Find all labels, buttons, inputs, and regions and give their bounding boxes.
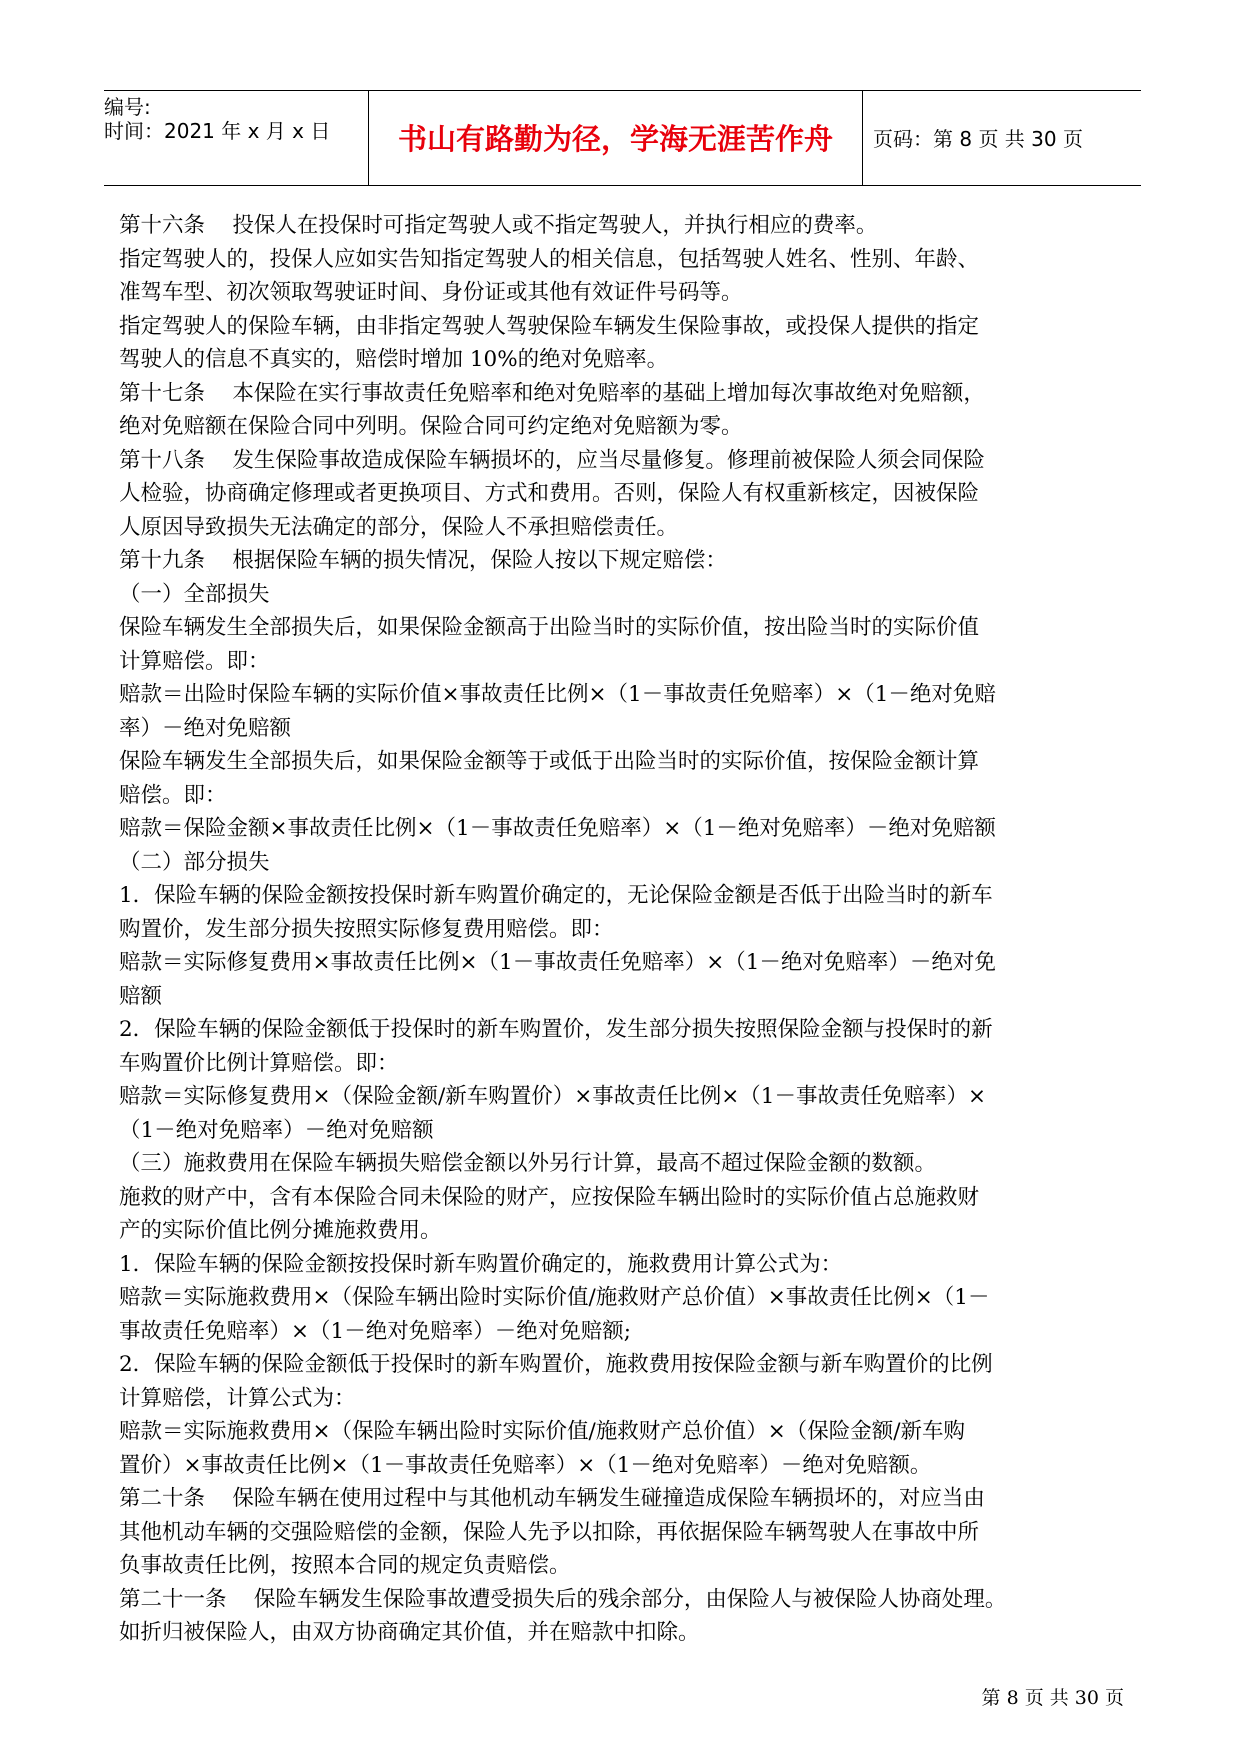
body-line: 如折归被保险人，由双方协商确定其价值，并在赔款中扣除。 <box>119 1620 700 1645</box>
body-line: 施救的财产中，含有本保险合同未保险的财产，应按保险车辆出险时的实际价值占总施救财 <box>119 1184 980 1210</box>
body-line: 赔款＝实际修复费用×事故责任比例×（1－事故责任免赔率）×（1－绝对免赔率）－绝对免 <box>119 950 996 975</box>
body-line: 计算赔偿。即： <box>119 648 270 674</box>
header-info-cell <box>104 91 369 185</box>
body-line: 产的实际价值比例分摊施救费用。 <box>119 1218 442 1243</box>
body-line: （一）全部损失 <box>119 581 270 607</box>
body-line: 赔款＝实际施救费用×（保险车辆出险时实际价值/施救财产总价值）×（保险金额/新车购 <box>119 1419 966 1444</box>
body-line: 计算赔偿，计算公式为： <box>119 1385 356 1411</box>
body-line: 赔款＝实际修复费用×（保险金额/新车购置价）×事故责任比例×（1－事故责任免赔率）× <box>119 1084 986 1109</box>
body-line: 2．保险车辆的保险金额低于投保时的新车购置价，施救费用按保险金额与新车购置价的比例 <box>119 1352 993 1377</box>
body-line: 赔款＝保险金额×事故责任比例×（1－事故责任免赔率）×（1－绝对免赔率）－绝对免赔额 <box>119 816 996 841</box>
body-line: （二）部分损失 <box>119 849 270 875</box>
body-line: 事故责任免赔率）×（1－绝对免赔率）－绝对免赔额; <box>119 1318 631 1344</box>
body-line: 1．保险车辆的保险金额按投保时新车购置价确定的，无论保险金额是否低于出险当时的新车 <box>119 883 993 908</box>
body-line: 其他机动车辆的交强险赔偿的金额，保险人先予以扣除，再依据保险车辆驾驶人在事故中所 <box>119 1519 980 1545</box>
body-line: 赔款＝出险时保险车辆的实际价值×事故责任比例×（1－事故责任免赔率）×（1－绝对免赔 <box>119 682 996 707</box>
body-line: 绝对免赔额在保险合同中列明。保险合同可约定绝对免赔额为零。 <box>119 414 743 439</box>
body-line: 购置价，发生部分损失按照实际修复费用赔偿。即： <box>119 916 614 942</box>
body-line: 赔偿。即： <box>119 782 227 808</box>
body-line: 率）－绝对免赔额 <box>119 715 292 741</box>
body-line: 保险车辆发生全部损失后，如果保险金额等于或低于出险当时的实际价值，按保险金额计算 <box>119 749 980 774</box>
body-line: 人原因导致损失无法确定的部分，保险人不承担赔偿责任。 <box>119 514 679 540</box>
page-footer-number: 第 8 页 共 30 页 <box>981 1687 1124 1709</box>
body-line: 赔款＝实际施救费用×（保险车辆出险时实际价值/施救财产总价值）×事故责任比例×（1－ <box>119 1285 990 1310</box>
body-line: 第十七条 本保险在实行事故责任免赔率和绝对免赔率的基础上增加每次事故绝对免赔额， <box>119 380 985 406</box>
body-line: 赔额 <box>119 983 163 1009</box>
body-line: 人检验，协商确定修理或者更换项目、方式和费用。否则，保险人有权重新核定，因被保险 <box>119 481 980 506</box>
body-line: 第二十一条 保险车辆发生保险事故遭受损失后的残余部分，由保险人与被保险人协商处理。 <box>119 1586 1007 1612</box>
body-line: 置价）×事故责任比例×（1－事故责任免赔率）×（1－绝对免赔率）－绝对免赔额。 <box>119 1452 932 1478</box>
body-line: 保险车辆发生全部损失后，如果保险金额高于出险当时的实际价值，按出险当时的实际价值 <box>119 615 980 640</box>
body-line: 负事故责任比例，按照本合同的规定负责赔偿。 <box>119 1553 571 1578</box>
body-line: 车购置价比例计算赔偿。即： <box>119 1050 399 1076</box>
body-line: 驾驶人的信息不真实的，赔偿时增加 10%的绝对免赔率。 <box>119 347 669 372</box>
page-header <box>104 90 1141 186</box>
body-line: 2．保险车辆的保险金额低于投保时的新车购置价，发生部分损失按照保险金额与投保时的新 <box>119 1017 993 1042</box>
body-line: （三）施救费用在保险车辆损失赔偿金额以外另行计算，最高不超过保险金额的数额。 <box>119 1151 937 1176</box>
header-motto-cell <box>369 91 863 185</box>
header-motto: 书山有路勤为径，学海无涯苦作舟 <box>397 122 833 156</box>
header-page-cell <box>863 91 1141 185</box>
body-line: 指定驾驶人的保险车辆，由非指定驾驶人驾驶保险车辆发生保险事故，或投保人提供的指定 <box>119 313 980 339</box>
body-line: 第十六条 投保人在投保时可指定驾驶人或不指定驾驶人，并执行相应的费率。 <box>119 213 878 238</box>
body-line: 指定驾驶人的，投保人应如实告知指定驾驶人的相关信息，包括驾驶人姓名、性别、年龄、 <box>119 246 980 272</box>
body-line: （1－绝对免赔率）－绝对免赔额 <box>119 1117 434 1143</box>
body-line: 第二十条 保险车辆在使用过程中与其他机动车辆发生碰撞造成保险车辆损坏的，对应当由 <box>119 1486 985 1511</box>
body-line: 1．保险车辆的保险金额按投保时新车购置价确定的，施救费用计算公式为： <box>119 1251 843 1277</box>
document-number-label: 编号: <box>104 95 151 119</box>
document-time-label: 时间：2021 年 x 月 x 日 <box>104 119 331 143</box>
header-page-code: 页码：第 8 页 共 30 页 <box>873 127 1083 151</box>
body-line: 第十八条 发生保险事故造成保险车辆损坏的，应当尽量修复。修理前被保险人须会同保险 <box>119 447 985 473</box>
body-line: 第十九条 根据保险车辆的损失情况，保险人按以下规定赔偿： <box>119 548 727 573</box>
body-line: 准驾车型、初次领取驾驶证时间、身份证或其他有效证件号码等。 <box>119 280 743 305</box>
document-body <box>119 209 1139 1650</box>
